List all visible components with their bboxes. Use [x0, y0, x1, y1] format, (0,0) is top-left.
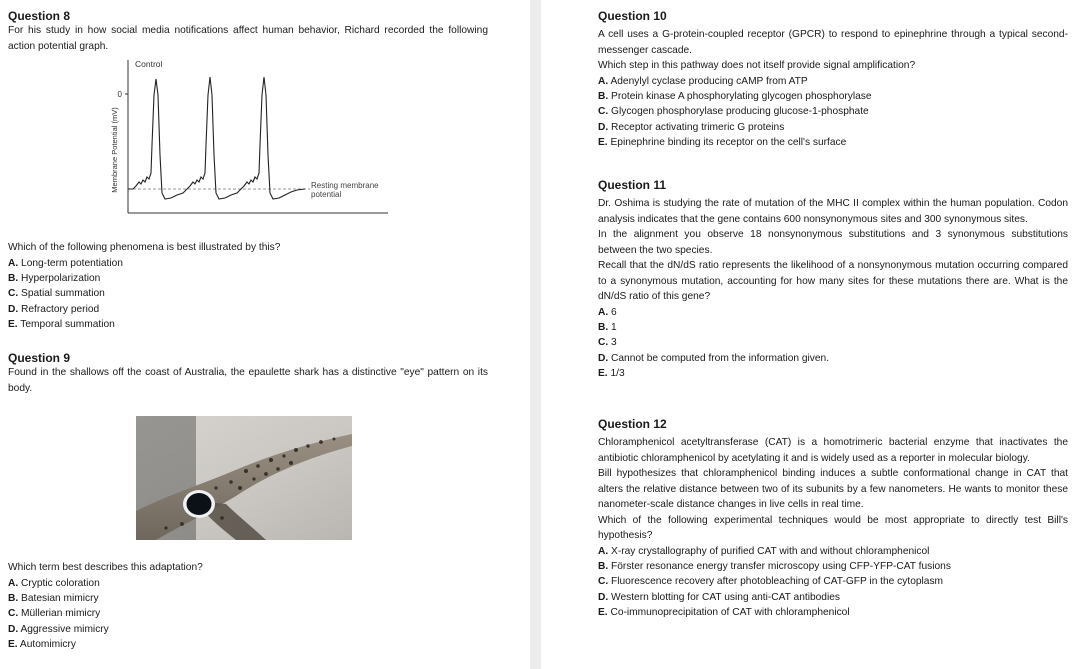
choice-text: Receptor activating trimeric G proteins	[611, 121, 785, 133]
right-page	[541, 0, 1080, 669]
question-9-answers	[8, 560, 488, 653]
choice-c[interactable]	[8, 606, 488, 621]
question-11-choices	[598, 305, 1068, 382]
choice-a[interactable]	[598, 305, 1068, 320]
choice-text: Protein kinase A phosphorylating glycogen phosphorylase	[611, 90, 872, 102]
choice-c[interactable]	[8, 286, 488, 301]
graph-control-label: Control	[135, 59, 163, 69]
choice-text: 3	[611, 337, 617, 349]
choice-text: Müllerian mimicry	[21, 608, 101, 620]
choice-text: Hyperpolarization	[21, 272, 101, 284]
choice-d[interactable]	[598, 120, 1068, 135]
choice-letter: A.	[598, 545, 609, 557]
question-12-paragraph-2: Bill hypothesizes that chloramphenicol binding induces a subtle conformational change in CAT that alters the relative distance between two of its subunits by a few nanometers. He wants to monitor these nanometer-scale distance changes in live cells in real time.	[598, 468, 1068, 510]
choice-letter: A.	[598, 306, 609, 318]
choice-letter: B.	[598, 90, 609, 102]
choice-d[interactable]	[598, 590, 1068, 605]
left-page	[0, 0, 530, 669]
choice-text: Co-immunoprecipitation of CAT with chloramphenicol	[610, 607, 850, 619]
choice-text: Temporal summation	[20, 319, 115, 331]
choice-letter: C.	[598, 337, 609, 349]
choice-letter: A.	[8, 257, 19, 269]
question-12-paragraph-1: Chloramphenicol acetyltransferase (CAT) is a homotrimeric bacterial enzyme that inactivates the antibiotic chloramphenicol by acetylating it and is widely used as a reporter in molecular biology.	[598, 437, 1068, 464]
choice-c[interactable]	[598, 574, 1068, 589]
choice-letter: E.	[598, 137, 608, 149]
epaulette-shark-photo	[136, 416, 352, 540]
choice-text: Cannot be computed from the information given.	[611, 352, 830, 364]
question-9-prompt: Which term best describes this adaptation?	[8, 562, 203, 573]
question-11-title: Question 11	[598, 178, 667, 192]
question-12-title: Question 12	[598, 417, 667, 431]
choice-letter: B.	[8, 592, 19, 604]
choice-letter: A.	[8, 577, 19, 589]
question-8-stem: For his study in how social media notifications affect human behavior, Richard recorded the following action potential graph.	[8, 25, 488, 52]
choice-b[interactable]	[8, 271, 488, 286]
choice-d[interactable]	[598, 351, 1068, 366]
choice-letter: D.	[8, 623, 19, 635]
choice-letter: B.	[8, 272, 19, 284]
choice-e[interactable]	[8, 317, 488, 332]
choice-b[interactable]	[598, 559, 1068, 574]
resting-label-line1: Resting membrane	[311, 181, 379, 190]
question-11-paragraph-3: Recall that the dN/dS ratio represents the likelihood of a nonsynonymous mutation occurring compared to a synonymous mutation, accounting for how many sites for these mutations there are. What is the dN/dS ratio of this gene?	[598, 260, 1068, 302]
choice-b[interactable]	[8, 591, 488, 606]
question-8-title: Question 8	[8, 9, 71, 23]
choice-letter: C.	[8, 608, 19, 620]
question-10	[598, 9, 1068, 151]
question-9-title: Question 9	[8, 351, 71, 365]
choice-d[interactable]	[8, 302, 488, 317]
choice-letter: B.	[598, 560, 609, 572]
choice-text: Automimicry	[19, 639, 76, 651]
choice-text: Epinephrine binding its receptor on the cell's surface	[610, 137, 847, 149]
choice-letter: D.	[8, 303, 19, 315]
choice-e[interactable]	[598, 135, 1068, 150]
choice-text: 1	[611, 321, 617, 333]
choice-text: Adenylyl cyclase producing cAMP from ATP	[610, 75, 808, 87]
choice-letter: C.	[598, 106, 609, 118]
question-12-choices	[598, 544, 1068, 621]
question-9	[8, 351, 488, 396]
question-8	[8, 9, 488, 54]
action-potential-trace	[128, 77, 305, 199]
graph-ylabel: Membrane Potential (mV)	[110, 107, 119, 193]
question-12	[598, 417, 1068, 621]
choice-a[interactable]	[598, 544, 1068, 559]
question-10-choices	[598, 74, 1068, 151]
choice-letter: E.	[598, 607, 608, 619]
choice-text: Förster resonance energy transfer microscopy using CFP-YFP-CAT fusions	[611, 560, 951, 572]
choice-b[interactable]	[598, 89, 1068, 104]
question-8-prompt: Which of the following phenomena is best illustrated by this?	[8, 242, 281, 253]
question-10-stem: A cell uses a G-protein-coupled receptor (GPCR) to respond to epinephrine through a typical second-messenger cascade.	[598, 29, 1068, 56]
choice-e[interactable]	[8, 637, 488, 652]
choice-letter: C.	[8, 288, 19, 300]
choice-text: Fluorescence recovery after photobleaching of CAT-GFP in the cytoplasm	[611, 576, 944, 588]
choice-a[interactable]	[8, 256, 488, 271]
choice-letter: B.	[598, 321, 609, 333]
choice-letter: E.	[8, 639, 18, 651]
choice-c[interactable]	[598, 104, 1068, 119]
choice-text: Long-term potentiation	[21, 257, 123, 269]
choice-letter: D.	[598, 591, 609, 603]
question-10-prompt: Which step in this pathway does not itself provide signal amplification?	[598, 60, 916, 71]
choice-text: Aggressive mimicry	[20, 623, 109, 635]
question-10-title: Question 10	[598, 9, 667, 23]
choice-text: Batesian mimicry	[21, 592, 99, 604]
question-11-paragraph-2: In the alignment you observe 18 nonsynonymous substitutions and 3 synonymous substitutions between the two species.	[598, 229, 1068, 256]
choice-text: 6	[611, 306, 617, 318]
choice-text: X-ray crystallography of purified CAT with and without chloramphenicol	[611, 545, 930, 557]
question-9-stem: Found in the shallows off the coast of Australia, the epaulette shark has a distinctive "eye" pattern on its body.	[8, 367, 488, 394]
choice-letter: E.	[8, 319, 18, 331]
choice-letter: D.	[598, 352, 609, 364]
choice-text: Refractory period	[21, 303, 100, 315]
question-8-answers	[8, 240, 488, 333]
choice-letter: E.	[598, 368, 608, 380]
question-11-paragraph-1: Dr. Oshima is studying the rate of mutation of the MHC II complex within the human population. Codon analysis indicates that the gene contains 600 nonsynonymous sites and 300 synonymous sites.	[598, 198, 1068, 225]
question-11	[598, 178, 1068, 382]
choice-text: Western blotting for CAT using anti-CAT antibodies	[611, 591, 840, 603]
choice-d[interactable]	[8, 622, 488, 637]
choice-b[interactable]	[598, 320, 1068, 335]
choice-text: Cryptic coloration	[21, 577, 100, 589]
question-12-paragraph-3: Which of the following experimental techniques would be most appropriate to directly test Bill's hypothesis?	[598, 514, 1068, 541]
question-8-choices	[8, 256, 488, 333]
resting-label-line2: potential	[311, 190, 342, 199]
question-9-choices	[8, 576, 488, 653]
action-potential-graph	[105, 55, 395, 220]
graph-y-tick-label: 0	[117, 90, 122, 99]
choice-letter: D.	[598, 121, 609, 133]
choice-text: Glycogen phosphorylase producing glucose-1-phosphate	[611, 106, 869, 118]
choice-c[interactable]	[598, 335, 1068, 350]
choice-a[interactable]	[8, 576, 488, 591]
choice-letter: C.	[598, 576, 609, 588]
choice-e[interactable]	[598, 605, 1068, 620]
choice-e[interactable]	[598, 366, 1068, 381]
choice-text: Spatial summation	[21, 288, 105, 300]
choice-letter: A.	[598, 75, 609, 87]
choice-a[interactable]	[598, 74, 1068, 89]
choice-text: 1/3	[610, 368, 625, 380]
